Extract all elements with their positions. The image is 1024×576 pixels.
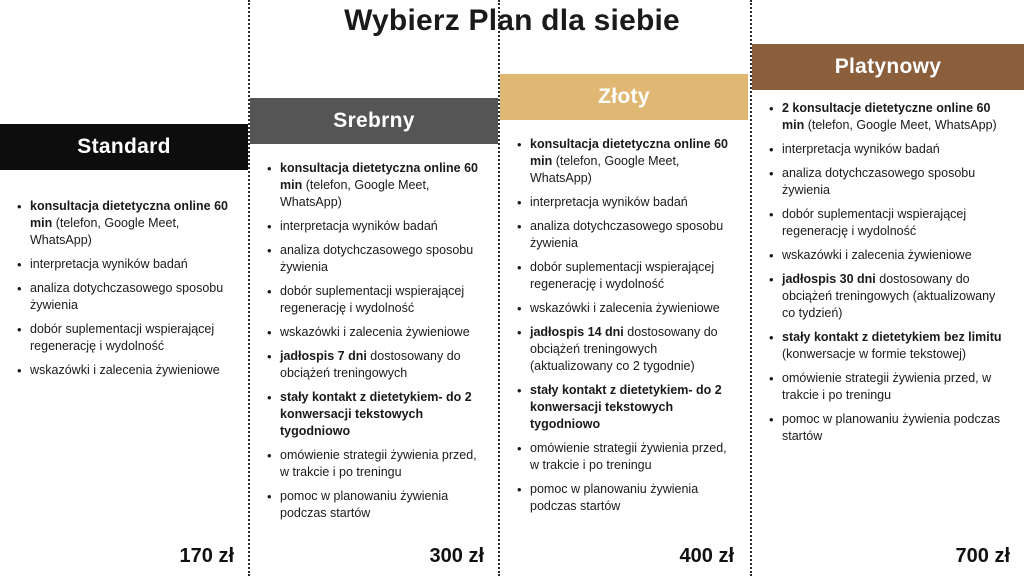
- feature-item: • interpretacja wyników badań: [28, 256, 234, 273]
- feature-item: • analiza dotychczasowego sposobu żywienia: [780, 165, 1010, 199]
- plan-price-platynowy: 700 zł: [955, 545, 1010, 567]
- column-divider-2: [498, 0, 500, 576]
- feature-item: • dobór suplementacji wspierającej regenerację i wydolność: [28, 321, 234, 355]
- feature-item: • dobór suplementacji wspierającej regenerację i wydolność: [528, 259, 734, 293]
- plan-column-srebrny: [250, 0, 498, 576]
- plan-price-zloty: 400 zł: [679, 545, 734, 567]
- feature-item: • dobór suplementacji wspierającej regenerację i wydolność: [780, 206, 1010, 240]
- feature-item: • interpretacja wyników badań: [278, 218, 484, 235]
- feature-item: • analiza dotychczasowego sposobu żywienia: [278, 242, 484, 276]
- feature-item: • interpretacja wyników badań: [780, 141, 1010, 158]
- feature-list-standard: [14, 198, 234, 386]
- feature-item: • stały kontakt z dietetykiem- do 2 konwersacji tekstowych tygodniowo: [278, 389, 484, 440]
- feature-item: • wskazówki i zalecenia żywieniowe: [278, 324, 484, 341]
- feature-item: • pomoc w planowaniu żywienia podczas startów: [528, 481, 734, 515]
- feature-item: • 2 konsultacje dietetyczne online 60 min (telefon, Google Meet, WhatsApp): [780, 100, 1010, 134]
- feature-item: • omówienie strategii żywienia przed, w trakcie i po treningu: [278, 447, 484, 481]
- feature-item: • stały kontakt z dietetykiem- do 2 konwersacji tekstowych tygodniowo: [528, 382, 734, 433]
- feature-item: • omówienie strategii żywienia przed, w trakcie i po treningu: [780, 370, 1010, 404]
- feature-item: • interpretacja wyników badań: [528, 194, 734, 211]
- feature-item: • analiza dotychczasowego sposobu żywienia: [528, 218, 734, 252]
- feature-item: • konsultacja dietetyczna online 60 min (telefon, Google Meet, WhatsApp): [528, 136, 734, 187]
- feature-item: • pomoc w planowaniu żywienia podczas startów: [780, 411, 1010, 445]
- plan-header-platynowy: Platynowy: [752, 44, 1024, 90]
- feature-item: • jadłospis 7 dni dostosowany do obciążeń treningowych: [278, 348, 484, 382]
- feature-list-platynowy: [766, 100, 1010, 452]
- plan-header-zloty: Złoty: [500, 74, 748, 120]
- column-divider-3: [750, 0, 752, 576]
- feature-item: • dobór suplementacji wspierającej regenerację i wydolność: [278, 283, 484, 317]
- feature-item: • jadłospis 14 dni dostosowany do obciążeń treningowych (aktualizowany co 2 tygodnie): [528, 324, 734, 375]
- feature-item: • wskazówki i zalecenia żywieniowe: [780, 247, 1010, 264]
- feature-item: • stały kontakt z dietetykiem bez limitu (konwersacje w formie tekstowej): [780, 329, 1010, 363]
- feature-item: • omówienie strategii żywienia przed, w trakcie i po treningu: [528, 440, 734, 474]
- feature-list-srebrny: [264, 160, 484, 529]
- feature-item: • jadłospis 30 dni dostosowany do obciążeń treningowych (aktualizowany co tydzień): [780, 271, 1010, 322]
- page-title: Wybierz Plan dla siebie: [344, 4, 680, 37]
- plan-price-srebrny: 300 zł: [429, 545, 484, 567]
- plan-column-standard: [0, 0, 248, 576]
- column-divider-1: [248, 0, 250, 576]
- feature-item: • pomoc w planowaniu żywienia podczas startów: [278, 488, 484, 522]
- feature-list-zloty: [514, 136, 734, 522]
- plan-header-srebrny: Srebrny: [250, 98, 498, 144]
- plan-column-platynowy: [752, 0, 1024, 576]
- feature-item: • wskazówki i zalecenia żywieniowe: [528, 300, 734, 317]
- feature-item: • wskazówki i zalecenia żywieniowe: [28, 362, 234, 379]
- feature-item: • konsultacja dietetyczna online 60 min (telefon, Google Meet, WhatsApp): [278, 160, 484, 211]
- feature-item: • konsultacja dietetyczna online 60 min (telefon, Google Meet, WhatsApp): [28, 198, 234, 249]
- feature-item: • analiza dotychczasowego sposobu żywienia: [28, 280, 234, 314]
- plan-header-standard: Standard: [0, 124, 248, 170]
- plan-column-zloty: [500, 0, 748, 576]
- plan-price-standard: 170 zł: [179, 545, 234, 567]
